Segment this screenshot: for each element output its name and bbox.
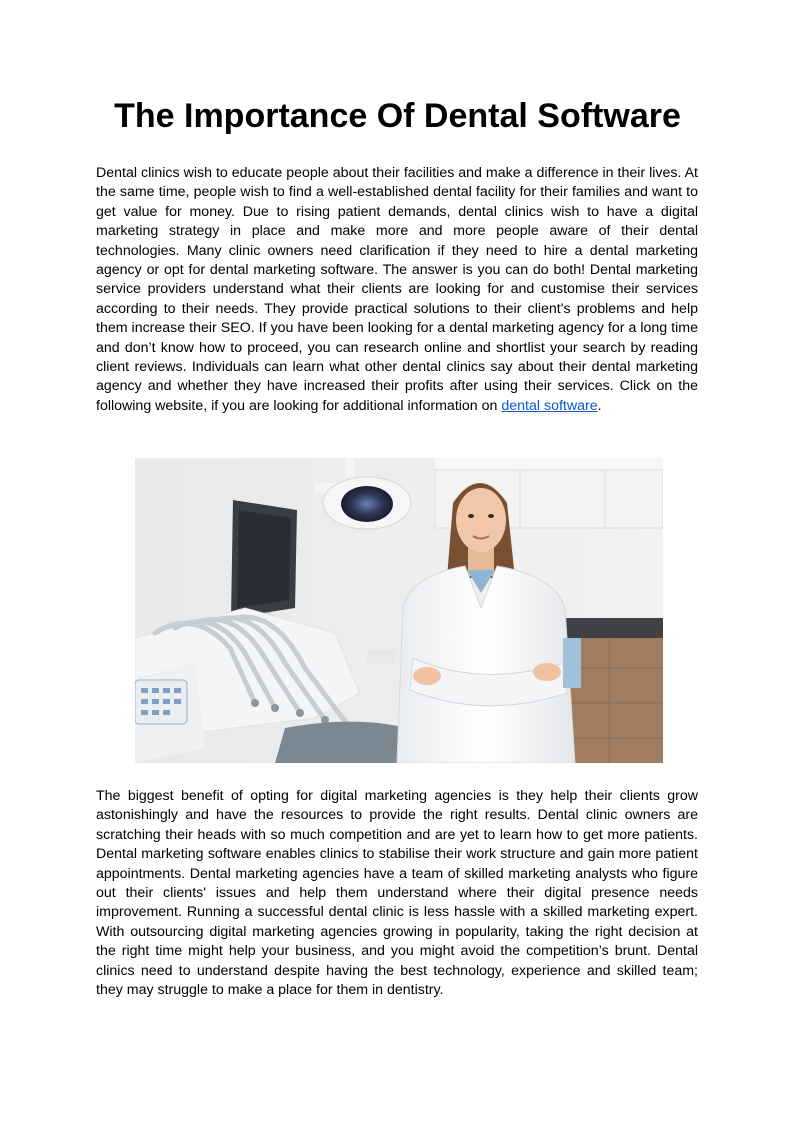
intro-paragraph bbox=[96, 164, 698, 416]
intro-paragraph-end: . bbox=[597, 397, 602, 414]
benefits-paragraph: The biggest benefit of opting for digital marketing agencies is they help their clients grow astonishingly and have the resources to provide the right results. Dental clinic owners are scratching their heads with so much competition and are yet to learn how to get more patients. Dental marketing software enables clinics to stabilise their work structure and gain more patient appointments. Dental marketing agencies have a team of skilled marketing analysts who figure out their clients' issues and help them understand where their digital presence needs improvement. Running a successful dental clinic is less hassle with a skilled marketing expert. With outsourcing digital marketing agencies growing in popularity, taking the right decision at the right time might help your business, and you might avoid the competition’s brunt. Dental clinics need to understand despite having the best technology, experience and skilled team; they may struggle to make a place for them in dentistry. bbox=[96, 788, 698, 999]
dental-software-link[interactable]: dental software bbox=[501, 397, 598, 414]
intro-paragraph-text: Dental clinics wish to educate people about their facilities and make a difference in their lives. At the same time, people wish to find a well-established dental facility for their families and want to get value for money. Due to rising patient demands, dental clinics wish to have a digital marketing strategy in place and make more and more people aware of their dental technologies. Many clinic owners need clarification if they need to hire a dental marketing agency or opt for dental marketing software. The answer is you can do both! Dental marketing service providers understand what their clients are looking for and customise their services according to their needs. They provide practical solutions to their client's problems and help them increase their SEO. If you have been looking for a dental marketing agency for a long time and don’t know how to proceed, you can research online and shortlist your search by reading client reviews. Individuals can learn what other dental clinics say about their dental marketing agency and whether they have increased their profits after using their services. Click on the following website, if you are looking for additional information on bbox=[96, 165, 698, 414]
page-title: The Importance Of Dental Software bbox=[114, 97, 681, 135]
dentist-photo bbox=[135, 458, 663, 763]
